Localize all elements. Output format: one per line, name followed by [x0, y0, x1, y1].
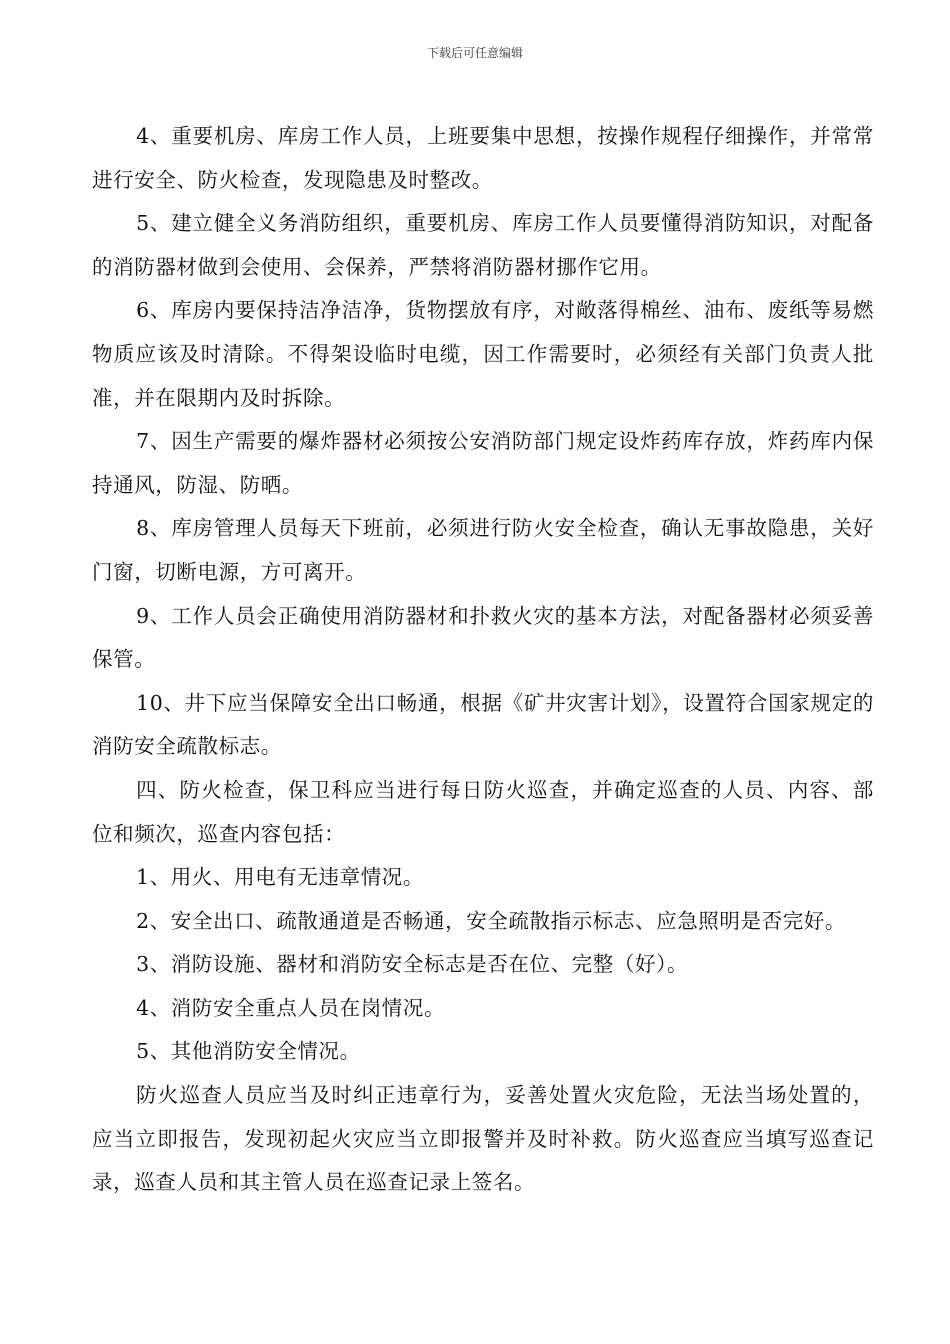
inspection-item-2: 2、安全出口、疏散通道是否畅通，安全疏散指示标志、应急照明是否完好。 [136, 908, 847, 933]
paragraph-item-6: 6、库房内要保持洁净洁净，货物摆放有序，对敞落得棉丝、油布、废纸等易燃物质应该及时清除。不得架设临时电缆，因工作需要时，必须经有关部门负责人批准，并在限期内及时拆除。 [92, 298, 874, 410]
patrol-duties-paragraph: 防火巡查人员应当及时纠正违章行为，妥善处置火灾危险，无法当场处置的，应当立即报告，发现初起火灾应当立即报警并及时补救。防火巡查应当填写巡查记录，巡查人员和其主管人员在巡查记录上签名。 [92, 1083, 874, 1195]
inspection-item-3: 3、消防设施、器材和消防安全标志是否在位、完整（好）。 [136, 952, 689, 977]
paragraph-item-7: 7、因生产需要的爆炸器材必须按公安消防部门规定设炸药库存放，炸药库内保持通风，防湿、防晒。 [92, 429, 874, 497]
paragraph-item-9: 9、工作人员会正确使用消防器材和扑救火灾的基本方法，对配备器材必须妥善保管。 [92, 603, 874, 672]
paragraph-item-4: 4、重要机房、库房工作人员，上班要集中思想，按操作规程仔细操作，并常常进行安全、防火检查，发现隐患及时整改。 [92, 124, 874, 192]
paragraph-item-8: 8、库房管理人员每天下班前，必须进行防火安全检查，确认无事故隐患，关好门窗，切断电源，方可离开。 [92, 516, 874, 584]
section-heading-fire-inspection: 四、防火检查，保卫科应当进行每日防火巡查，并确定巡查的人员、内容、部位和频次，巡查内容包括： [92, 777, 874, 846]
inspection-item-4: 4、消防安全重点人员在岗情况。 [136, 995, 446, 1020]
document-body [92, 115, 874, 1205]
page-header-note: 下载后可任意编辑 [426, 46, 523, 60]
paragraph-item-10: 10、井下应当保障安全出口畅通，根据《矿井灾害计划》，设置符合国家规定的消防安全疏散标志。 [92, 690, 874, 759]
paragraph-item-5: 5、建立健全义务消防组织，重要机房、库房工作人员要懂得消防知识，对配备的消防器材做到会使用、会保养，严禁将消防器材挪作它用。 [92, 211, 874, 279]
inspection-item-5: 5、其他消防安全情况。 [136, 1039, 361, 1064]
inspection-item-1: 1、用火、用电有无违章情况。 [136, 865, 425, 890]
